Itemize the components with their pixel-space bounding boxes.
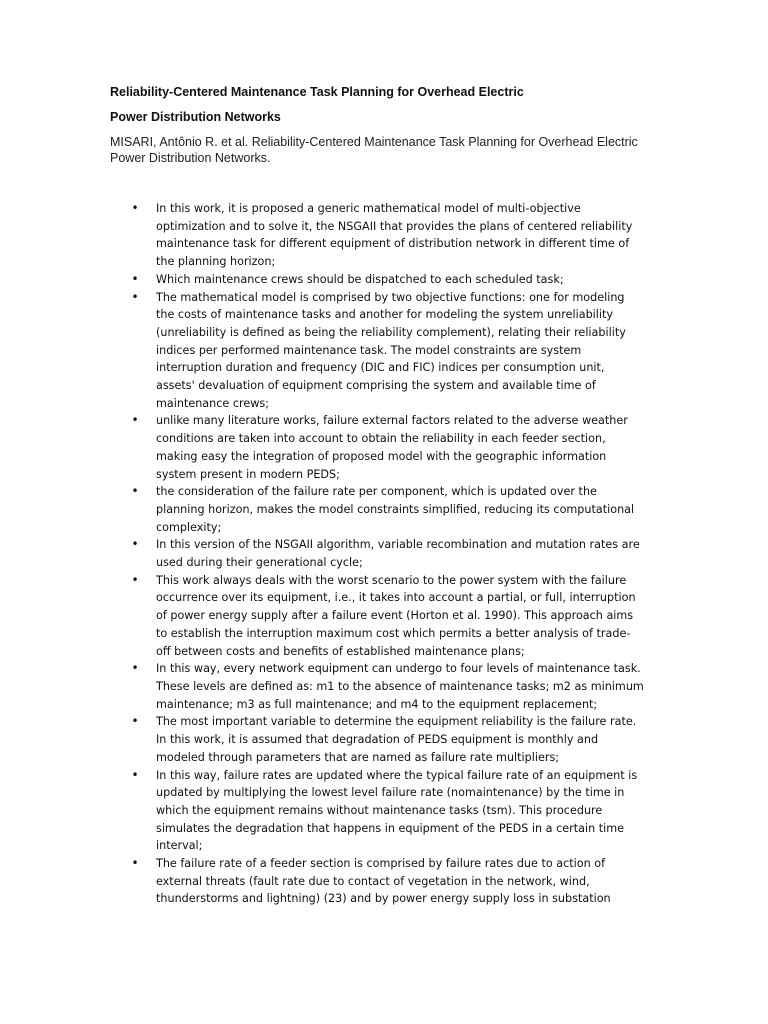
bullet-text-line: occurrence over its equipment, i.e., it takes into account a partial, or full, interruption <box>156 591 636 605</box>
bullet-text-line: to establish the interruption maximum cost which permits a better analysis of trade- <box>156 626 631 640</box>
bullet-icon: • <box>131 572 139 587</box>
bullet-text-line: Which maintenance crews should be dispatched to each scheduled task; <box>156 272 564 286</box>
bullet-item <box>128 289 668 413</box>
bullet-icon: • <box>131 714 139 729</box>
bullet-text-line: unlike many literature works, failure external factors related to the adverse weather <box>156 414 628 428</box>
bullet-text-line: modeled through parameters that are named as failure rate multipliers; <box>156 750 560 764</box>
bullet-icon: • <box>131 413 139 428</box>
bullet-item <box>128 412 668 483</box>
bullet-text-line: (unreliability is defined as being the reliability complement), relating their reliability <box>156 325 626 339</box>
bullet-text-line: which the equipment remains without maintenance tasks (tsm). This procedure <box>156 803 603 817</box>
bullet-item <box>128 767 668 856</box>
bullet-text-line: the costs of maintenance tasks and another for modeling the system unreliability <box>156 308 614 322</box>
bullet-text-line: The failure rate of a feeder section is comprised by failure rates due to action of <box>156 857 606 871</box>
bullet-text-line: This work always deals with the worst scenario to the power system with the failure <box>156 573 627 587</box>
bullet-text-line: external threats (fault rate due to contact of vegetation in the network, wind, <box>156 874 590 888</box>
bullet-item <box>128 855 668 908</box>
bullet-text-line: thunderstorms and lightning) (23) and by power energy supply loss in substation <box>156 892 611 906</box>
bullet-text-line: The mathematical model is comprised by two objective functions: one for modeling <box>156 290 625 304</box>
bullet-text-line: of power energy supply after a failure event (Horton et al. 1990). This approach aims <box>156 609 634 623</box>
bullet-text-line: used during their generational cycle; <box>156 556 363 570</box>
bullet-icon: • <box>131 484 139 499</box>
bullet-text-line: optimization and to solve it, the NSGAII that provides the plans of centered reliability <box>156 219 633 233</box>
bullet-text-line: interval; <box>156 839 203 853</box>
bullet-item <box>128 713 668 766</box>
bullet-text-line: interruption duration and frequency (DIC and FIC) indices per consumption unit, <box>156 361 605 375</box>
bullet-text-line: These levels are defined as: m1 to the absence of maintenance tasks; m2 as minimum <box>156 679 644 693</box>
bullet-text-line: In this work, it is assumed that degradation of PEDS equipment is monthly and <box>156 733 599 747</box>
title-line-2: Power Distribution Networks <box>110 110 281 124</box>
bullet-text-line: In this version of the NSGAII algorithm, variable recombination and mutation rates are <box>156 538 640 552</box>
bullet-icon: • <box>131 537 139 552</box>
bullet-item <box>128 271 668 289</box>
bullet-icon: • <box>131 289 139 304</box>
bullet-text-line: planning horizon, makes the model constraints simplified, reducing its computational <box>156 502 635 516</box>
bullet-text-line: system present in modern PEDS; <box>156 467 340 481</box>
bullet-text-line: the planning horizon; <box>156 255 276 269</box>
bullet-icon: • <box>131 661 139 676</box>
bullet-item <box>128 200 668 271</box>
bullet-text-line: assets' devaluation of equipment comprising the system and available time of <box>156 379 596 393</box>
title-line-1: Reliability-Centered Maintenance Task Planning for Overhead Electric <box>110 85 524 99</box>
bullet-text-line: conditions are taken into account to obtain the reliability in each feeder section, <box>156 432 606 446</box>
bullet-text-line: the consideration of the failure rate per component, which is updated over the <box>156 485 597 499</box>
bullet-text-line: making easy the integration of proposed model with the geographic information <box>156 449 607 463</box>
bullet-item <box>128 483 668 536</box>
bullet-item <box>128 572 668 661</box>
bullet-text-line: indices per performed maintenance task. The model constraints are system <box>156 343 582 357</box>
bullet-icon: • <box>131 767 139 782</box>
bullet-item <box>128 660 668 713</box>
bullet-text-line: maintenance crews; <box>156 396 269 410</box>
citation-line: Power Distribution Networks. <box>110 151 271 165</box>
bullet-text-line: In this way, failure rates are updated where the typical failure rate of an equipment is <box>156 768 638 782</box>
bullet-text-line: In this way, every network equipment can undergo to four levels of maintenance task. <box>156 662 641 676</box>
bullet-icon: • <box>131 856 139 871</box>
bullet-icon: • <box>131 271 139 286</box>
bullet-item <box>128 536 668 571</box>
bullet-text-line: maintenance; m3 as full maintenance; and m4 to the equipment replacement; <box>156 697 598 711</box>
bullet-text-line: simulates the degradation that happens in equipment of the PEDS in a certain time <box>156 821 624 835</box>
bullet-text-line: In this work, it is proposed a generic mathematical model of multi-objective <box>156 202 581 215</box>
citation-line: MISARI, Antônio R. et al. Reliability-Centered Maintenance Task Planning for Overhead Electric <box>110 135 638 149</box>
bullet-text-line: off between costs and benefits of established maintenance plans; <box>156 644 525 658</box>
bullet-text-line: updated by multiplying the lowest level failure rate (nomaintenance) by the time in <box>156 786 625 800</box>
bullet-icon: • <box>131 201 139 215</box>
bullet-text-line: maintenance task for different equipment of distribution network in different time of <box>156 237 630 251</box>
citation <box>110 134 670 166</box>
bullet-text-line: complexity; <box>156 520 222 534</box>
bullet-list <box>128 200 668 908</box>
bullet-text-line: The most important variable to determine the equipment reliability is the failure rate. <box>156 715 637 729</box>
